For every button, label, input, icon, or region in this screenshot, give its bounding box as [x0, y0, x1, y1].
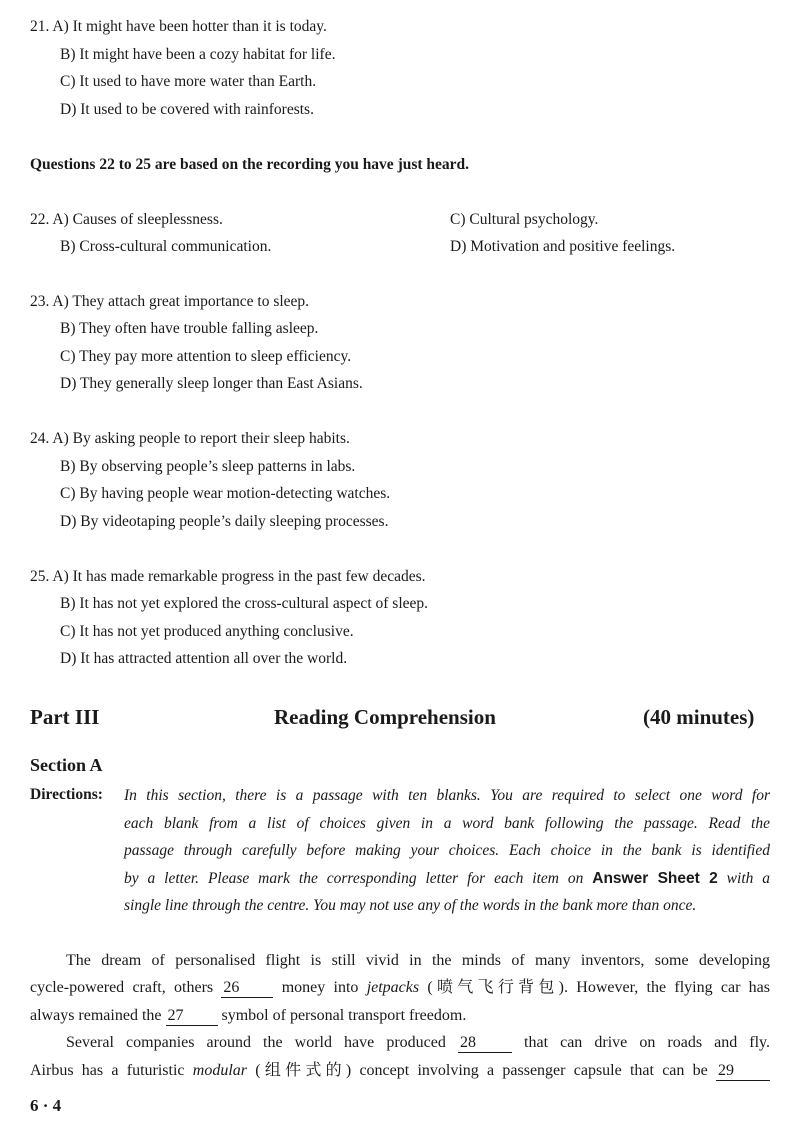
passage-text: Several companies around the world have produced [66, 1034, 446, 1051]
question-25 [30, 567, 426, 587]
option-d: D) They generally sleep longer than East Asians. [60, 375, 363, 392]
question-22 [30, 210, 223, 230]
option-c: C) It has not yet produced anything conclusive. [60, 623, 354, 640]
directions-text: by a letter. Please mark the corresponding letter for each item on [124, 870, 584, 887]
question-number: 25. [30, 568, 50, 585]
part-title: Reading Comprehension [274, 705, 496, 729]
passage-line [30, 978, 770, 998]
option-a: A) They attach great importance to sleep. [52, 293, 310, 310]
passage-text: cycle-powered craft, others [30, 979, 214, 996]
option-a: A) Causes of sleeplessness. [52, 211, 223, 228]
answer-sheet-label: Answer Sheet 2 [592, 870, 718, 887]
blank-29[interactable]: 29 [716, 1062, 770, 1081]
directions-line-2: each blank from a list of choices given in a word bank following the passage. Read the [124, 815, 770, 832]
passage-text: always remained the [30, 1007, 162, 1024]
passage-line: The dream of personalised flight is still vivid in the minds of many inventors, some developing [66, 952, 770, 969]
passage-text: (组件式的) concept involving a passenger capsule that can be [255, 1062, 708, 1079]
option-b: B) They often have trouble falling asleep. [60, 320, 319, 337]
passage-term: modular [192, 1062, 248, 1079]
blank-28[interactable]: 28 [458, 1034, 512, 1053]
directions-line-4 [124, 869, 770, 889]
option-c: C) It used to have more water than Earth. [60, 73, 317, 90]
part-time: (40 minutes) [643, 705, 755, 729]
blank-27[interactable]: 27 [166, 1007, 218, 1026]
option-c: C) They pay more attention to sleep efficiency. [60, 348, 352, 365]
directions-line-3: passage through carefully before making your choices. Each choice in the bank is identified [124, 842, 770, 859]
option-b: B) Cross-cultural communication. [60, 238, 272, 255]
passage-line [66, 1033, 770, 1053]
option-b: B) It has not yet explored the cross-cultural aspect of sleep. [60, 595, 429, 612]
passage-line [30, 1061, 770, 1081]
passage-text: Airbus has a futuristic [30, 1062, 185, 1079]
question-number: 22. [30, 211, 50, 228]
option-a: A) By asking people to report their sleep habits. [52, 430, 350, 447]
option-a: A) It might have been hotter than it is today. [52, 18, 327, 35]
option-d: D) By videotaping people’s daily sleeping processes. [60, 513, 389, 530]
option-a: A) It has made remarkable progress in the past few decades. [52, 568, 426, 585]
option-b: B) It might have been a cozy habitat for life. [60, 46, 336, 63]
directions-line-5: single line through the centre. You may not use any of the words in the bank more than once. [124, 897, 697, 914]
question-21 [30, 17, 327, 37]
directions-text: with a [726, 870, 771, 887]
question-number: 21. [30, 18, 50, 35]
question-number: 24. [30, 430, 50, 447]
option-d: D) It has attracted attention all over the world. [60, 650, 348, 667]
instruction-questions-22-25: Questions 22 to 25 are based on the recording you have just heard. [30, 156, 470, 173]
page-number: 6 · 4 [30, 1096, 62, 1115]
question-23 [30, 292, 309, 312]
passage-text: that can drive on roads and fly. [524, 1034, 771, 1051]
directions-label: Directions: [30, 786, 103, 803]
option-d: D) Motivation and positive feelings. [450, 238, 676, 255]
question-24 [30, 429, 350, 449]
option-c: C) By having people wear motion-detecting watches. [60, 485, 391, 502]
directions-line-1: In this section, there is a passage with ten blanks. You are required to select one word for [124, 787, 770, 804]
option-c: C) Cultural psychology. [450, 211, 599, 228]
option-b: B) By observing people’s sleep patterns in labs. [60, 458, 356, 475]
passage-text: symbol of personal transport freedom. [221, 1007, 467, 1024]
passage-text: money into [281, 979, 359, 996]
part-label: Part III [30, 705, 100, 729]
blank-26[interactable]: 26 [221, 979, 273, 998]
passage-term: jetpacks [366, 979, 420, 996]
passage-text: (喷气飞行背包). However, the flying car has [427, 979, 770, 996]
option-d: D) It used to be covered with rainforests. [60, 101, 314, 118]
passage-line [30, 1006, 770, 1026]
question-number: 23. [30, 293, 50, 310]
section-title: Section A [30, 755, 103, 775]
